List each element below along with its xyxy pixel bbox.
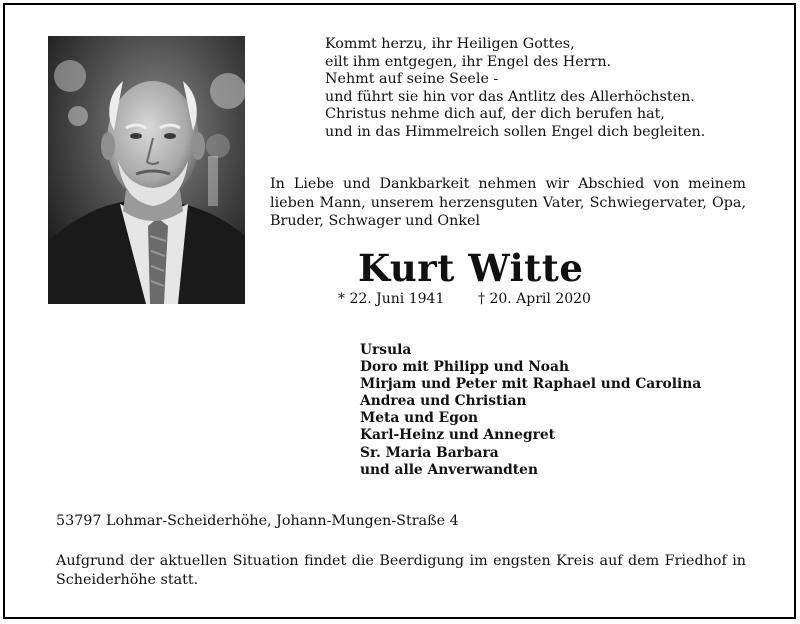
- mourner: Karl-Heinz und Annegret: [360, 427, 556, 444]
- verse-line: und in das Himmelreich sollen Engel dich begleiten.: [325, 123, 706, 140]
- funeral-notice: Aufgrund der aktuellen Situation findet die Beerdigung im engsten Kreis auf dem Friedhof in Scheiderhöhe statt.: [56, 553, 746, 588]
- portrait-photo: [48, 36, 245, 304]
- intro-text: In Liebe und Dankbarkeit nehmen wir Abschied von meinem lieben Mann, unserem herzensguten Vater, Schwiegervater, Opa, Bruder, Schwager und Onkel: [270, 176, 746, 229]
- mourner: Sr. Maria Barbara: [360, 444, 499, 461]
- address: 53797 Lohmar-Scheiderhöhe, Johann-Mungen-Straße 4: [56, 513, 459, 529]
- verse-line: eilt ihm entgegen, ihr Engel des Herrn.: [325, 53, 612, 70]
- death-date: † 20. April 2020: [478, 291, 591, 307]
- verse-line: Kommt herzu, ihr Heiligen Gottes,: [325, 36, 575, 52]
- deceased-name: Kurt Witte: [358, 246, 584, 290]
- mourner: Doro mit Philipp und Noah: [360, 359, 569, 376]
- mourner: und alle Anverwandten: [360, 461, 538, 478]
- mourners-list: [360, 342, 701, 479]
- mourner: Andrea und Christian: [360, 393, 527, 410]
- verse: [325, 36, 745, 142]
- verse-line: Christus nehme dich auf, der dich berufen hat,: [325, 106, 665, 123]
- verse-line: und führt sie hin vor das Antlitz des Allerhöchsten.: [325, 88, 695, 105]
- birth-date: * 22. Juni 1941: [338, 291, 445, 307]
- portrait-illustration: [48, 36, 245, 304]
- verse-line: Nehmt auf seine Seele -: [325, 71, 499, 88]
- mourner: Meta und Egon: [360, 410, 479, 427]
- mourner: Ursula: [360, 342, 412, 358]
- mourner: Mirjam und Peter mit Raphael und Carolina: [360, 376, 702, 393]
